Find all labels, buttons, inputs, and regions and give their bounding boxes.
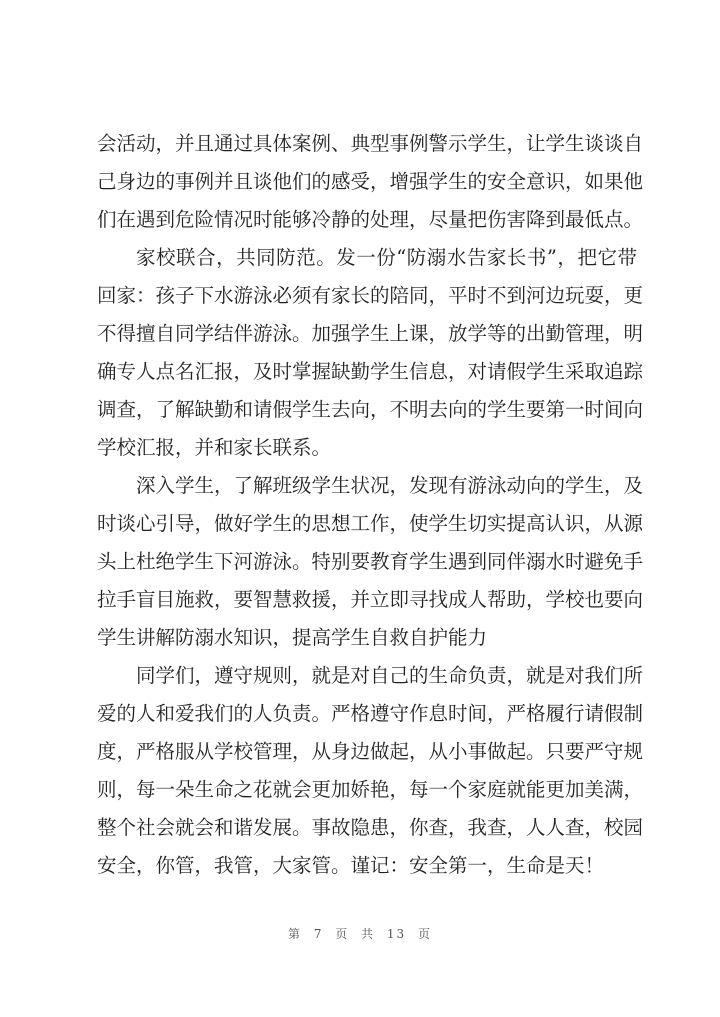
text-line: 则，每一朵生命之花就会更加娇艳，每一个家庭就能更加美满， [97,778,644,801]
text-line: 头上杜绝学生下河游泳。特别要教育学生遇到同伴溺水时避免手 [97,550,644,573]
text-line: 学生讲解防溺水知识，提高学生自救自护能力 [97,626,488,649]
text-line: 回家：孩子下水游泳必须有家长的陪同，平时不到河边玩耍，更 [97,284,644,307]
text-line: 会活动，并且通过具体案例、典型事例警示学生，让学生谈谈自 [97,132,644,155]
paragraph-3 [97,467,644,657]
text-line: 爱的人和爱我们的人负责。严格遵守作息时间，严格履行请假制 [97,702,644,725]
paragraph-4 [97,657,644,885]
text-line: 整个社会就会和谐发展。事故隐患，你查，我查，人人查，校园 [97,816,644,839]
text-line: 不得擅自同学结伴游泳。加强学生上课，放学等的出勤管理，明 [97,322,644,345]
text-line: 同学们，遵守规则，就是对自己的生命负责，就是对我们所 [136,664,644,687]
text-line: 时谈心引导，做好学生的思想工作，使学生切实提高认识，从源 [97,512,644,535]
text-line: 深入学生，了解班级学生状况，发现有游泳动向的学生，及 [136,474,644,497]
text-line: 家校联合，共同防范。发一份“防溺水告家长书”，把它带 [136,246,637,269]
text-line: 调查，了解缺勤和请假学生去向，不明去向的学生要第一时间向 [97,398,644,421]
text-line: 们在遇到危险情况时能够冷静的处理，尽量把伤害降到最低点。 [97,208,644,231]
text-line: 度，严格服从学校管理，从身边做起，从小事做起。只要严守规 [97,740,644,763]
text-line: 安全，你管，我管，大家管。谨记：安全第一，生命是天！ [97,854,605,877]
text-line: 己身边的事例并且谈他们的感受，增强学生的安全意识，如果他 [97,170,644,193]
paragraph-1 [97,125,644,239]
text-line: 确专人点名汇报，及时掌握缺勤学生信息，对请假学生采取追踪 [97,360,644,383]
body-text [97,125,644,885]
text-line: 学校汇报，并和家长联系。 [97,436,332,459]
page-number-footer: 第 7 页 共 13 页 [288,927,432,941]
paragraph-2 [97,239,644,467]
text-line: 拉手盲目施救，要智慧救援，并立即寻找成人帮助，学校也要向 [97,588,644,611]
